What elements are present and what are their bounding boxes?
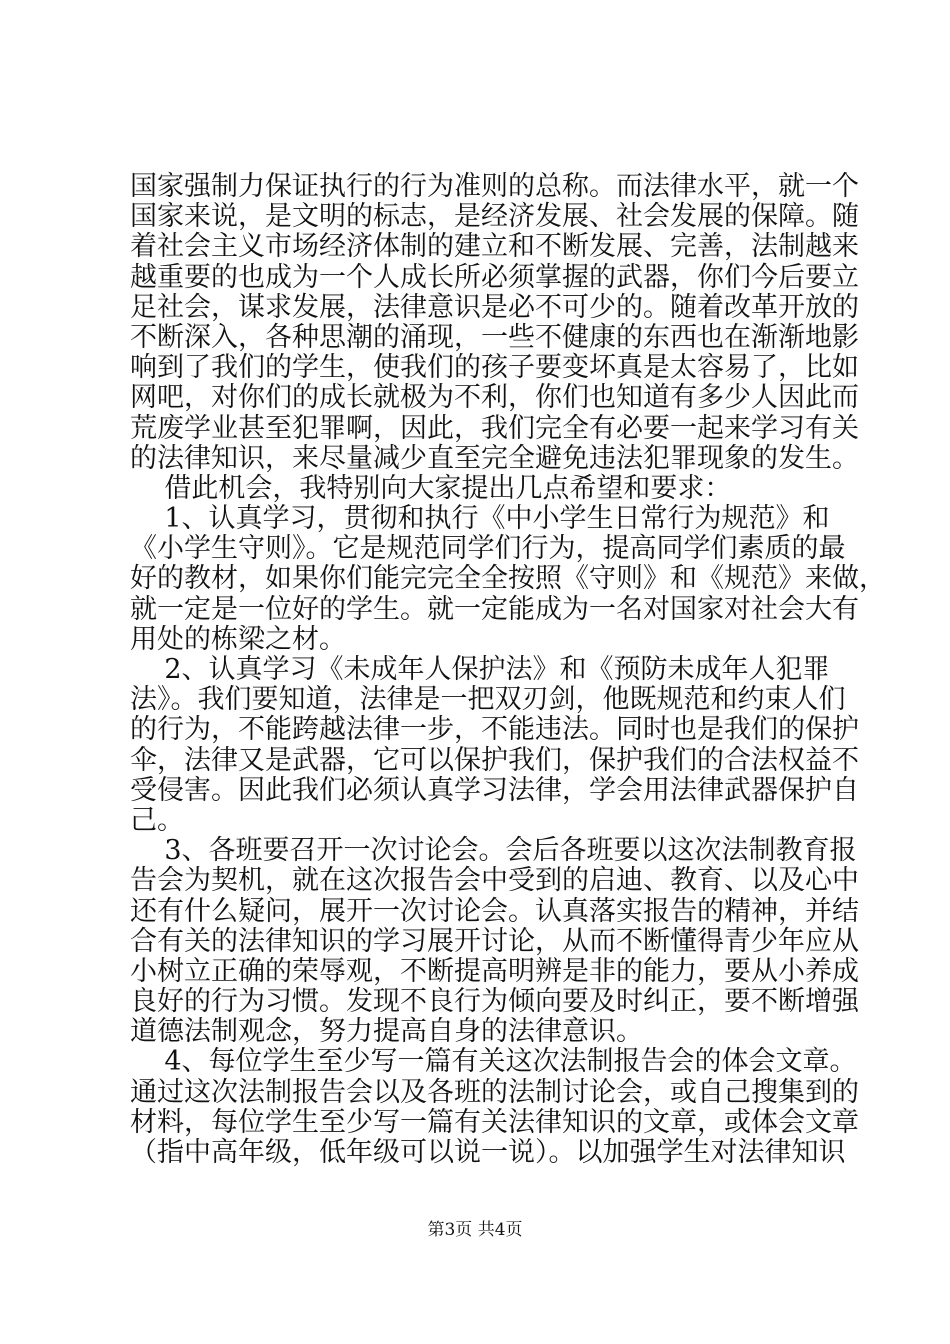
text-line: 还有什么疑问，展开一次讨论会。认真落实报告的精神，并结 [130, 895, 859, 927]
text-line: 1、认真学习，贯彻和执行《中小学生日常行为规范》和 [130, 503, 830, 535]
text-line: 2、认真学习《未成年人保护法》和《预防未成年人犯罪 [130, 654, 830, 685]
page-footer: 第3页 共4页 [427, 1220, 523, 1240]
text-line: 网吧，对你们的成长就极为不利，你们也知道有多少人因此而 [130, 382, 859, 414]
text-line: 越重要的也成为一个人成长所必须掌握的武器，你们今后要立 [130, 261, 859, 293]
text-line: 足社会，谋求发展，法律意识是必不可少的。随着改革开放的 [130, 291, 859, 323]
text-line: 的法律知识，来尽量减少直至完全避免违法犯罪现象的发生。 [130, 442, 859, 474]
text-line: 告会为契机，就在这次报告会中受到的启迪、教育、以及心中 [130, 865, 859, 897]
text-line: 国家强制力保证执行的行为准则的总称。而法律水平，就一个 [130, 171, 859, 202]
body-text [130, 171, 886, 1168]
text-line: 3、各班要召开一次讨论会。会后各班要以这次法制教育报 [130, 835, 857, 867]
text-line: 通过这次法制报告会以及各班的法制讨论会，或自己搜集到的 [130, 1076, 859, 1108]
text-line: 着社会主义市场经济体制的建立和不断发展、完善，法制越来 [130, 231, 859, 263]
text-line: 不断深入，各种思潮的涌现，一些不健康的东西也在渐渐地影 [130, 321, 859, 353]
text-line: 响到了我们的学生，使我们的孩子要变坏真是太容易了，比如 [130, 352, 859, 384]
text-line: 用处的栋梁之材。 [130, 623, 346, 655]
text-line: 4、每位学生至少写一篇有关这次法制报告会的体会文章。 [130, 1046, 857, 1078]
text-line: 道德法制观念，努力提高自身的法律意识。 [130, 1016, 643, 1048]
text-line: 荒废学业甚至犯罪啊，因此，我们完全有必要一起来学习有关 [130, 412, 859, 444]
text-line: 小树立正确的荣辱观，不断提高明辨是非的能力，要从小养成 [130, 955, 859, 987]
text-line: 合有关的法律知识的学习展开讨论，从而不断懂得青少年应从 [130, 925, 859, 957]
text-line: 己。 [130, 804, 184, 836]
text-line: 就一定是一位好的学生。就一定能成为一名对国家对社会大有 [130, 593, 859, 625]
text-line: 《小学生守则》。它是规范同学们行为，提高同学们素质的最 [130, 533, 846, 565]
text-line: 受侵害。因此我们必须认真学习法律，学会用法律武器保护自 [130, 774, 859, 806]
text-line: 良好的行为习惯。发现不良行为倾向要及时纠正，要不断增强 [130, 986, 859, 1018]
text-line: 好的教材，如果你们能完完全全按照《守则》和《规范》来做， [130, 563, 886, 595]
text-line: 伞，法律又是武器，它可以保护我们，保护我们的合法权益不 [130, 744, 859, 776]
text-line: 材料，每位学生至少写一篇有关法律知识的文章，或体会文章 [130, 1106, 859, 1138]
text-line: 国家来说，是文明的标志，是经济发展、社会发展的保障。随 [130, 201, 859, 233]
text-line: 的行为，不能跨越法律一步，不能违法。同时也是我们的保护 [130, 714, 859, 746]
text-line: 法》。我们要知道，法律是一把双刃剑，他既规范和约束人们 [130, 684, 846, 716]
text-line: （指中高年级，低年级可以说一说）。以加强学生对法律知识 [130, 1137, 846, 1168]
text-line: 借此机会，我特别向大家提出几点希望和要求： [130, 472, 732, 504]
